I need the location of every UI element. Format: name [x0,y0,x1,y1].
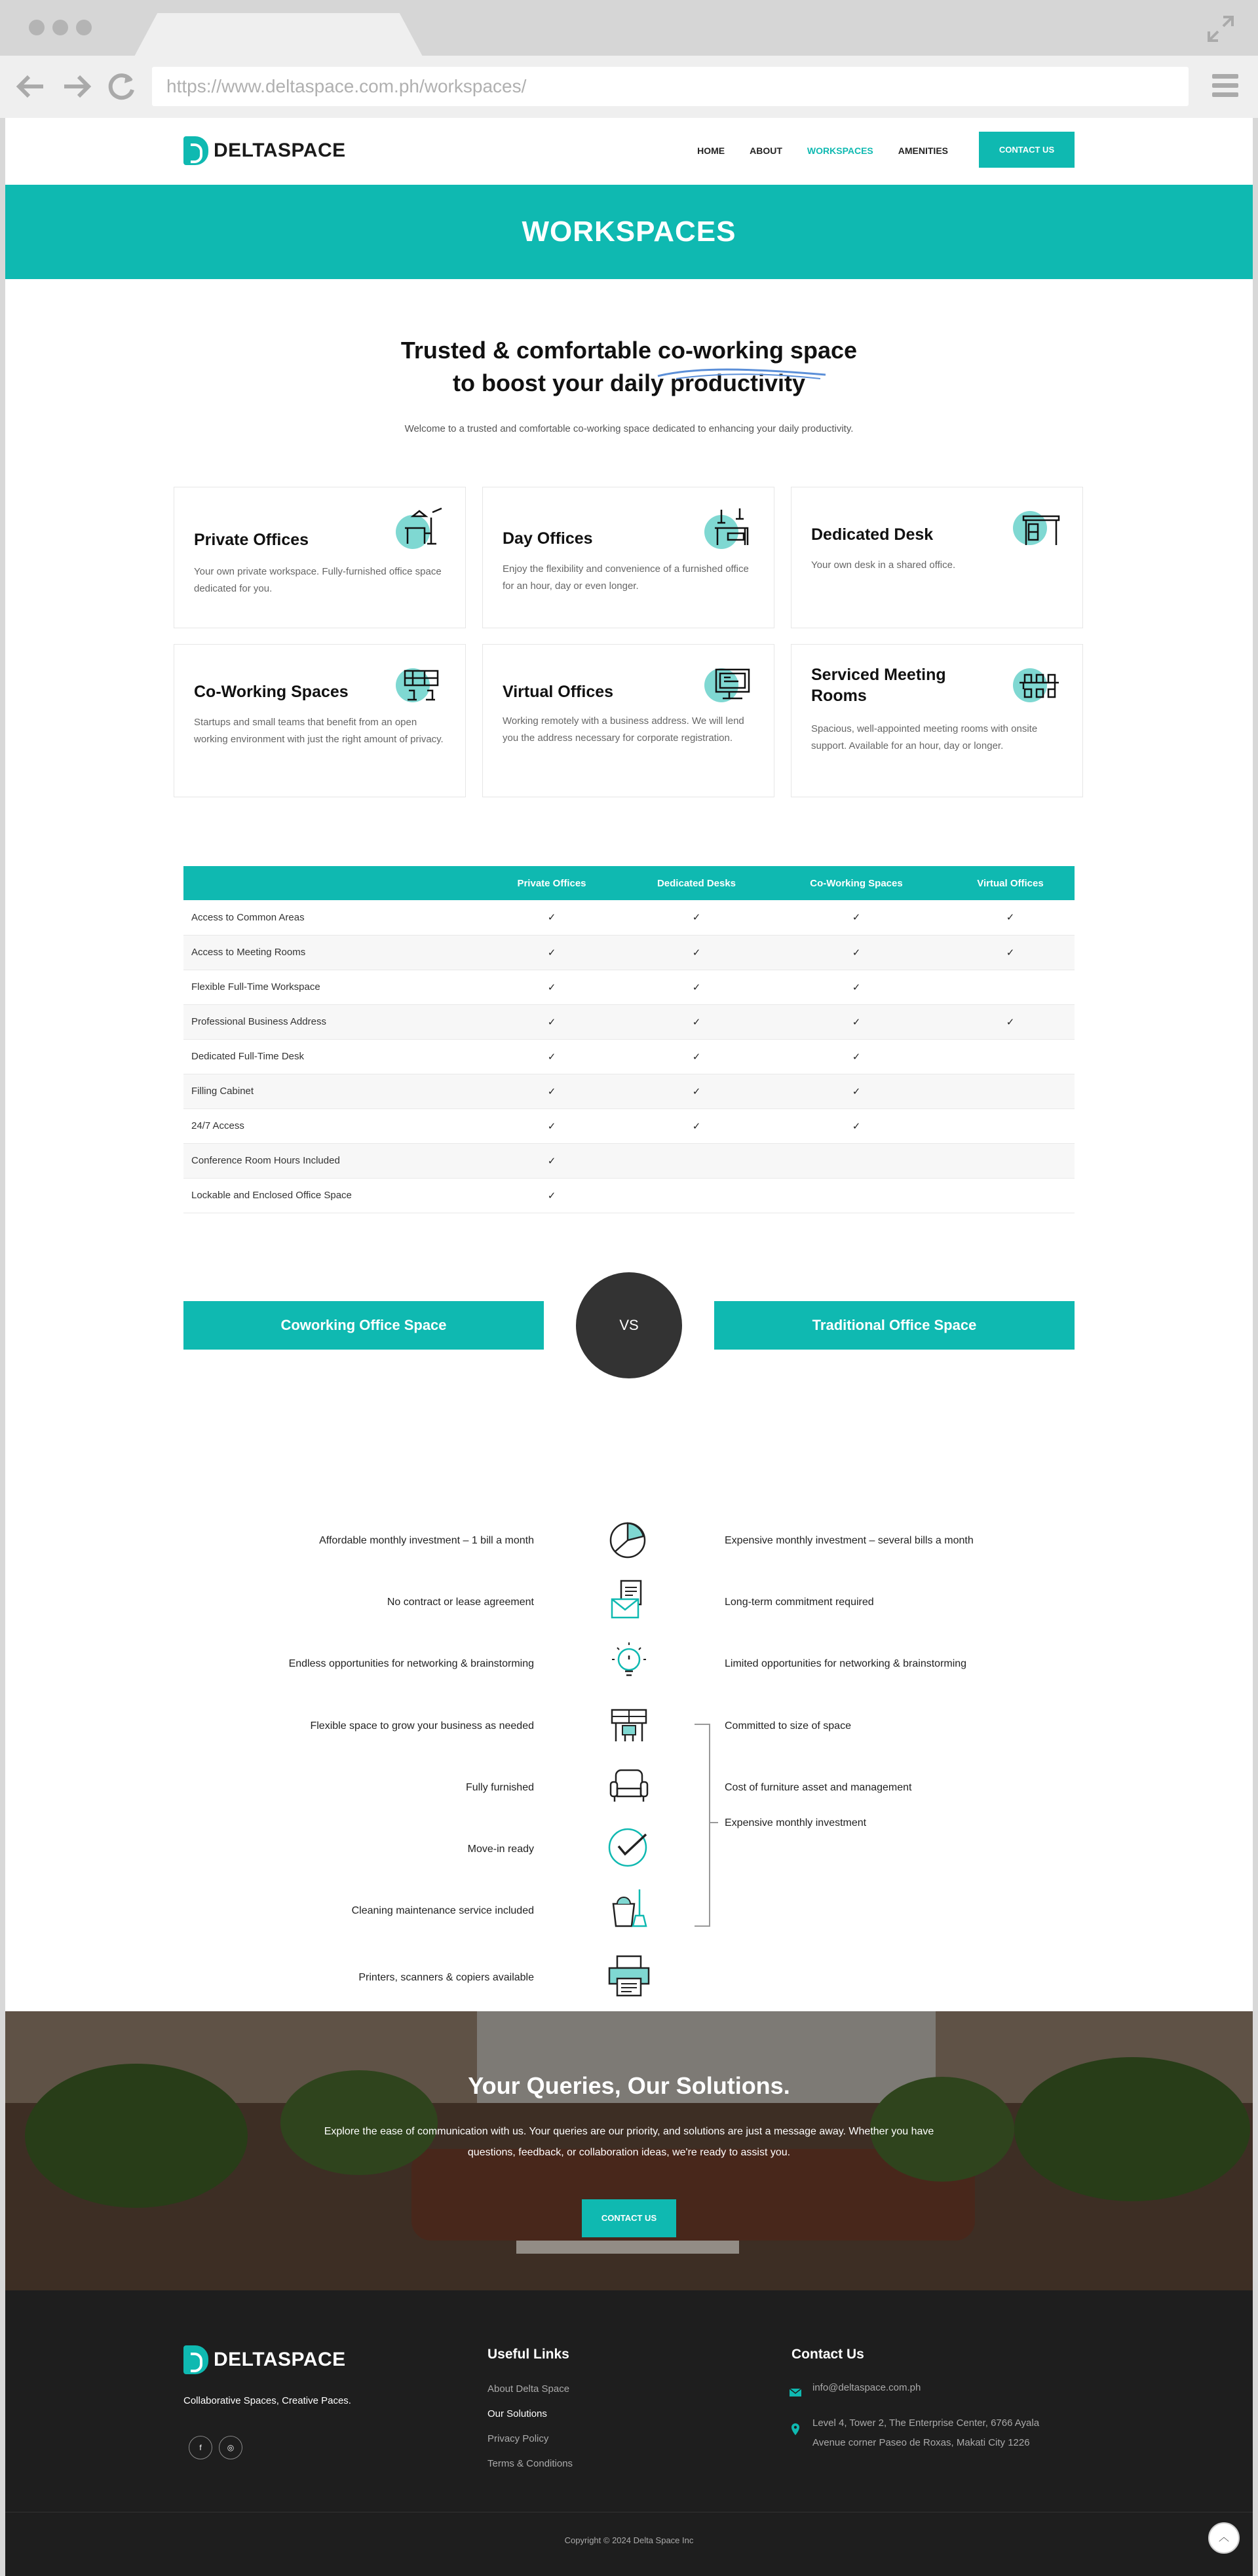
table-row [183,1039,1075,1074]
traditional-drawback: Committed to size of space [725,1720,851,1732]
empty-cell [767,1143,946,1178]
traditional-drawback: Limited opportunities for networking & brainstorming [725,1658,967,1669]
checkmark-cell: ✓ [626,1039,767,1074]
card-serviced-meeting-rooms[interactable] [791,644,1083,797]
queries-text: Explore the ease of communication with us. Your queries are our priority, and solutions are just a message away. Whether you have questions, feedback, or collaboration ideas, we're ready to assist you. [324,2126,934,2158]
coworking-benefit: Fully furnished [465,1782,534,1793]
checkmark-cell: ✓ [477,1108,626,1143]
pie-chart-icon [603,1515,655,1561]
checkmark-cell: ✓ [626,970,767,1004]
vs-badge: VS [576,1272,682,1378]
chevron-up-icon: ︿ [1218,2532,1229,2543]
table-feature-cell: Filling Cabinet [183,1074,477,1108]
card-text: Spacious, well-appointed meeting rooms with onsite support. Available for an hour, day or longer. [811,723,1038,751]
table-feature-cell: Access to Meeting Rooms [183,935,477,970]
empty-cell [946,1143,1075,1178]
main-nav [697,145,948,156]
checkmark-cell: ✓ [767,900,946,935]
footer-link-privacy[interactable]: Privacy Policy [487,2433,549,2444]
coworking-benefit: Move-in ready [467,1844,534,1855]
empty-cell [946,1039,1075,1074]
intro-text: Welcome to a trusted and comfortable co-working space dedicated to enhancing your daily productivity. [404,423,854,434]
traditional-header: Traditional Office Space [714,1301,1075,1350]
useful-links-title: Useful Links [487,2347,569,2362]
checkmark-cell: ✓ [626,1108,767,1143]
reload-icon[interactable] [105,70,138,103]
empty-cell [626,1178,767,1213]
checkmark-cell: ✓ [477,1074,626,1108]
scroll-to-top-button[interactable] [1208,2522,1240,2554]
checkmark-cell: ✓ [626,900,767,935]
location-pin-icon [789,2423,802,2436]
card-title: Private Offices [194,531,309,549]
table-row [183,900,1075,935]
checkmark-cell: ✓ [477,935,626,970]
footer-link-terms[interactable]: Terms & Conditions [487,2458,573,2469]
site-logo[interactable] [183,136,346,165]
intro-heading-line1: Trusted & comfortable co-working space [400,337,858,364]
card-co-working-spaces[interactable] [174,644,466,797]
table-row [183,1004,1075,1039]
table-feature-cell: 24/7 Access [183,1108,477,1143]
coworking-benefit: Endless opportunities for networking & brainstorming [288,1658,534,1669]
card-text: Your own private workspace. Fully-furnished office space dedicated for you. [194,566,442,594]
browser-frame-left [0,118,5,2576]
checkmark-cell: ✓ [767,935,946,970]
table-feature-cell: Lockable and Enclosed Office Space [183,1178,477,1213]
checkmark-cell: ✓ [477,900,626,935]
coworking-benefit: Printers, scanners & copiers available [358,1972,534,1983]
checkmark-cell: ✓ [626,1074,767,1108]
instagram-icon[interactable]: ◎ [219,2436,242,2459]
logo-text: DELTASPACE [214,2349,346,2370]
armchair-icon [603,1762,655,1808]
checkmark-cell: ✓ [767,1039,946,1074]
checkmark-cell: ✓ [946,1004,1075,1039]
checkmark-cell: ✓ [767,1074,946,1108]
checkmark-icon [603,1824,655,1870]
empty-cell [946,1108,1075,1143]
card-private-offices[interactable] [174,487,466,628]
facebook-icon[interactable]: f [189,2436,212,2459]
bracket-divider [695,1724,710,1927]
checkmark-cell: ✓ [477,1178,626,1213]
page-title-banner: WORKSPACES [5,185,1253,279]
table-header-coworking-spaces: Co-Working Spaces [767,866,946,900]
underline-squiggle-icon [657,366,828,381]
workstation-icon [603,1701,655,1747]
traditional-drawback: Long-term commitment required [725,1597,874,1608]
table-header-dedicated-desks: Dedicated Desks [626,866,767,900]
empty-cell [946,1074,1075,1108]
card-day-offices[interactable] [482,487,774,628]
window-maximize-dot[interactable] [76,20,92,35]
checkmark-cell: ✓ [477,970,626,1004]
browser-chrome [0,0,1258,118]
checkmark-cell: ✓ [767,1004,946,1039]
footer-email[interactable]: info@deltaspace.com.ph [812,2382,921,2393]
intro-heading-line2: to boost your daily productivity [452,369,806,396]
footer-link-solutions[interactable]: Our Solutions [487,2408,547,2419]
card-text: Working remotely with a business address. We will lend you the address necessary for corporate registration. [503,715,744,744]
card-title: Virtual Offices [503,683,614,701]
intro-heading [5,334,1253,400]
table-header-virtual-offices: Virtual Offices [946,866,1075,900]
footer-link-about[interactable]: About Delta Space [487,2383,570,2395]
nav-workspaces[interactable]: WORKSPACES [807,145,873,156]
back-arrow-icon[interactable] [14,70,47,103]
site-footer [5,2290,1253,2576]
table-row [183,1178,1075,1213]
browser-tab-bar [0,0,1258,56]
empty-cell [626,1143,767,1178]
card-virtual-offices[interactable] [482,644,774,797]
card-title: Serviced Meeting Rooms [811,666,946,705]
window-minimize-dot[interactable] [52,20,68,35]
footer-address-line1: Level 4, Tower 2, The Enterprise Center, 6766 Ayala [812,2417,1040,2429]
bracket-label: Expensive monthly investment [725,1817,867,1828]
web-page [5,118,1253,2576]
checkmark-cell: ✓ [477,1039,626,1074]
checkmark-cell: ✓ [477,1004,626,1039]
checkmark-cell: ✓ [946,935,1075,970]
lightbulb-icon [603,1638,655,1684]
footer-logo[interactable] [183,2345,346,2374]
checkmark-cell: ✓ [626,935,767,970]
forward-arrow-icon[interactable] [60,70,93,103]
table-feature-cell: Conference Room Hours Included [183,1143,477,1178]
nav-home[interactable]: HOME [697,145,725,156]
table-header-row [183,866,1075,900]
browser-frame-right [1253,118,1258,2576]
site-header [5,118,1253,185]
checkmark-cell: ✓ [626,1004,767,1039]
computer-icon [702,662,754,708]
desk-chair-icon [393,504,446,550]
table-feature-cell: Access to Common Areas [183,900,477,935]
table-feature-cell: Flexible Full-Time Workspace [183,970,477,1004]
coworking-benefit: Flexible space to grow your business as needed [310,1720,534,1732]
footer-address-line2: Avenue corner Paseo de Roxas, Makati City 1226 [812,2437,1030,2448]
queries-section [5,2011,1253,2290]
dedicated-desk-icon [1010,504,1063,550]
table-feature-cell: Dedicated Full-Time Desk [183,1039,477,1074]
header-contact-button[interactable]: CONTACT US [979,132,1075,168]
nav-about[interactable]: ABOUT [750,145,782,156]
browser-toolbar [0,56,1258,118]
card-text: Enjoy the flexibility and convenience of a furnished office for an hour, day or even longer. [503,563,749,592]
logo-text: DELTASPACE [214,140,346,161]
nav-amenities[interactable]: AMENITIES [898,145,948,156]
table-feature-cell: Professional Business Address [183,1004,477,1039]
table-row [183,935,1075,970]
checkmark-cell: ✓ [477,1143,626,1178]
card-text: Your own desk in a shared office. [811,559,956,571]
card-title: Dedicated Desk [811,525,934,544]
email-icon [789,2386,802,2399]
queries-heading: Your Queries, Our Solutions. [468,2072,790,2099]
coworking-benefit: No contract or lease agreement [387,1597,534,1608]
card-title: Co-Working Spaces [194,683,349,701]
table-header-private-offices: Private Offices [477,866,626,900]
card-title: Day Offices [503,529,593,548]
traditional-drawback: Cost of furniture asset and management [725,1782,912,1793]
browser-tab[interactable] [134,13,423,56]
empty-cell [767,1178,946,1213]
footer-address [812,2414,1039,2453]
copyright-text: Copyright © 2024 Delta Space Inc [564,2535,694,2545]
envelope-document-icon [603,1577,655,1623]
traditional-drawback: Expensive monthly investment – several bills a month [725,1535,974,1546]
printer-icon [603,1952,655,1998]
logo-mark-icon [183,136,208,165]
coworking-benefit: Cleaning maintenance service included [351,1905,534,1916]
coworking-benefit: Affordable monthly investment – 1 bill a month [319,1535,534,1546]
contact-us-title: Contact Us [791,2347,864,2362]
logo-mark-icon [183,2345,208,2374]
card-dedicated-desk[interactable] [791,487,1083,628]
table-row [183,1074,1075,1108]
meeting-room-icon [1010,662,1063,708]
browser-menu-icon[interactable] [1212,74,1238,99]
table-row [183,970,1075,1004]
address-bar[interactable]: https://www.deltaspace.com.ph/workspaces/ [152,67,1189,106]
checkmark-cell: ✓ [946,900,1075,935]
desk-lamp-icon [702,504,754,550]
team-desk-icon [393,662,446,708]
empty-cell [946,1178,1075,1213]
features-table [183,866,1075,1213]
card-text: Startups and small teams that benefit from an open working environment with just the right amount of privacy. [194,717,444,745]
table-row [183,1108,1075,1143]
checkmark-cell: ✓ [767,1108,946,1143]
empty-cell [946,970,1075,1004]
coworking-header: Coworking Office Space [183,1301,544,1350]
table-header-feature [183,866,477,900]
table-row [183,1143,1075,1178]
queries-contact-button[interactable]: CONTACT US [582,2199,676,2237]
cleaning-bucket-icon [603,1885,655,1931]
fullscreen-icon[interactable] [1206,14,1235,43]
checkmark-cell: ✓ [767,970,946,1004]
window-close-dot[interactable] [29,20,45,35]
footer-tagline: Collaborative Spaces, Creative Paces. [183,2395,351,2406]
